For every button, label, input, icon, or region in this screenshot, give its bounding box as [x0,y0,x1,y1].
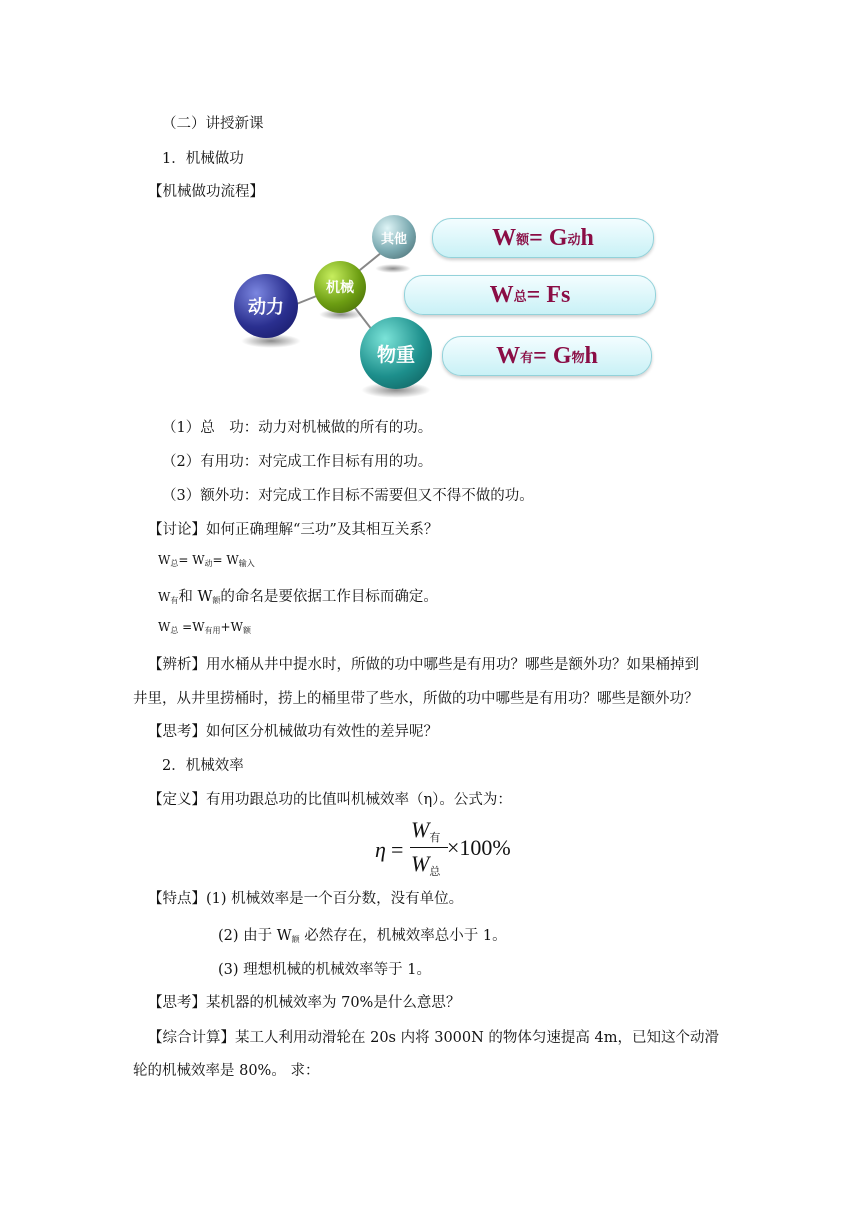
definition-useful-work: （2）有用功：对完成工作目标有用的功。 [162,454,433,470]
definition-total-work: （1）总 功：动力对机械做的所有的功。 [162,420,433,436]
feature-2: (2) 由于 $W_额$ 必然存在，机械效率总小于 1。 [218,928,507,944]
equation-extra-work: W 额 = G 动 h [432,218,654,258]
ball-shadow [375,264,411,273]
ball-other: 其他 [372,215,416,259]
heading-mechanical-work: 1．机械做功 [162,151,244,167]
think-question-1: 【思考】如何区分机械做功有效性的差异呢？ [148,724,438,740]
feature-1: 【特点】(1) 机械效率是一个百分数，没有单位。 [148,891,464,907]
equation-total-work: W 总 = Fs [404,275,656,315]
flow-title: 【机械做功流程】 [148,184,264,200]
discussion-question: 【讨论】如何正确理解“三功”及其相互关系？ [148,522,439,538]
heading-efficiency: 2．机械效率 [162,758,244,774]
relation-naming: $W_有$和 $W_额$的命名是要依据工作目标而确定。 [158,589,438,605]
ball-power: 动力 [234,274,298,338]
calculation-line-2: 轮的机械效率是 80%。 求： [133,1063,320,1079]
work-flow-diagram [229,212,659,404]
feature-3: (3) 理想机械的机械效率等于 1。 [218,962,431,978]
ball-machine: 机械 [314,261,366,313]
calculation-line-1: 【综合计算】某工人利用动滑轮在 20s 内将 3000N 的物体匀速提高 4m，已知这个动滑 [148,1030,719,1046]
section-title: （二）讲授新课 [162,116,264,132]
definition-extra-work: （3）额外功：对完成工作目标不需要但又不得不做的功。 [162,488,534,504]
analysis-line-2: 井里，从井里捞桶时，捞上的桶里带了些水，所做的功中哪些是有用功？哪些是额外功？ [133,691,699,707]
equation-useful-work: W 有 = G 物 h [442,336,652,376]
relation-total-input: $W_总= W_动= W_{输入}$ [158,553,255,568]
think-question-2: 【思考】某机器的机械效率为 70%是什么意思？ [148,995,461,1011]
efficiency-definition: 【定义】有用功跟总功的比值叫机械效率（η）。公式为： [148,792,512,808]
ball-weight: 物重 [360,317,432,389]
relation-sum: $W_总 =W_{有用}+W_额$ [158,620,251,635]
analysis-line-1: 【辨析】用水桶从井中提水时，所做的功中哪些是有用功？哪些是额外功？如果桶掉到 [148,657,699,673]
